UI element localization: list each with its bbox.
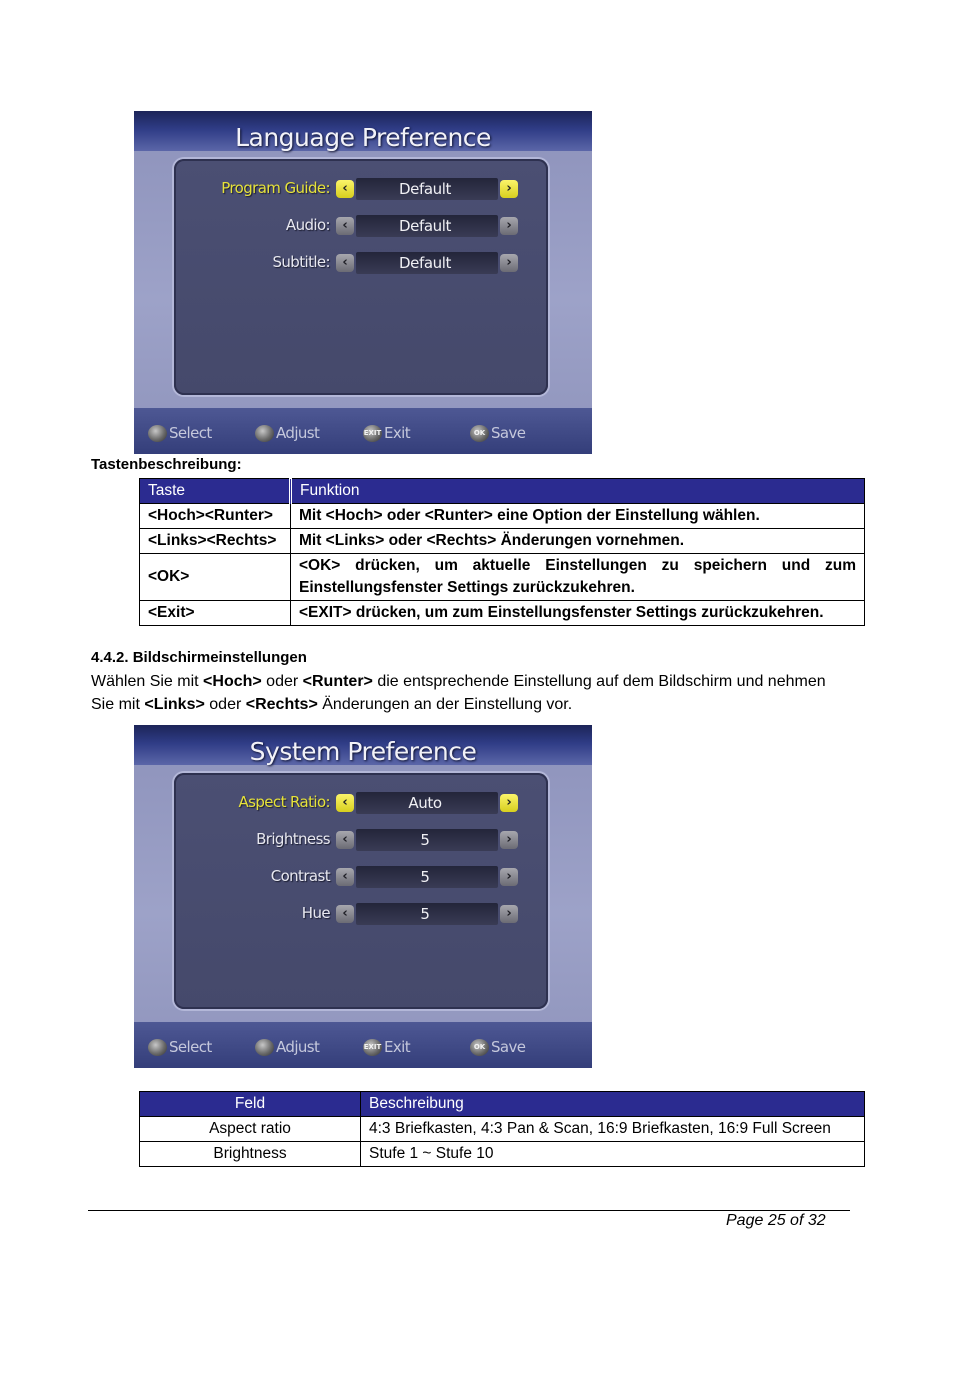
osd-row-value: Default bbox=[398, 217, 451, 235]
exit-button-icon: EXIT bbox=[363, 1039, 382, 1056]
table-row bbox=[140, 1142, 865, 1167]
table-cell: <EXIT> drücken, um zum Einstellungsfenster Settings zurückzukehren. bbox=[291, 601, 865, 626]
table-header-row bbox=[140, 479, 865, 504]
osd-row-hue bbox=[134, 902, 592, 926]
table-cell: 4:3 Briefkasten, 4:3 Pan & Scan, 16:9 Briefkasten, 16:9 Full Screen bbox=[361, 1117, 865, 1142]
osd-row-label: Program Guide: bbox=[221, 179, 330, 197]
chevron-left-icon: ‹ bbox=[336, 794, 354, 812]
osd-row-subtitle bbox=[134, 251, 592, 275]
osd-row-brightness bbox=[134, 828, 592, 852]
osd-row-label: Subtitle: bbox=[272, 253, 330, 271]
osd-row-label: Brightness bbox=[256, 830, 330, 848]
para-text: die entsprechende Einstellung auf dem Bildschirm und nehmen Sie mit bbox=[91, 673, 826, 713]
chevron-right-icon: › bbox=[500, 905, 518, 923]
section-paragraph bbox=[91, 670, 851, 716]
key-description-heading: Tastenbeschreibung: bbox=[91, 456, 242, 473]
table-row bbox=[140, 504, 865, 529]
para-text: Änderungen an der Einstellung vor. bbox=[317, 696, 573, 713]
chevron-right-icon: › bbox=[500, 254, 518, 272]
osd-title: System Preference bbox=[249, 737, 477, 766]
table-cell: <Exit> bbox=[140, 601, 291, 626]
chevron-right-icon: › bbox=[500, 868, 518, 886]
table-header-cell: Funktion bbox=[291, 479, 865, 504]
chevron-left-icon: ‹ bbox=[336, 868, 354, 886]
table-header-cell: Taste bbox=[140, 479, 291, 504]
table-header-row bbox=[140, 1092, 865, 1117]
chevron-left-icon: ‹ bbox=[336, 831, 354, 849]
osd-title: Language Preference bbox=[235, 123, 491, 152]
osd-key-label: Adjust bbox=[276, 424, 320, 442]
para-text: oder bbox=[261, 673, 303, 690]
chevron-right-icon: › bbox=[500, 831, 518, 849]
para-key: <Runter> bbox=[302, 673, 373, 690]
table-cell: Aspect ratio bbox=[140, 1117, 361, 1142]
chevron-left-icon: ‹ bbox=[336, 254, 354, 272]
table-row bbox=[140, 1117, 865, 1142]
osd-row-value: 5 bbox=[420, 905, 430, 923]
osd-row-value: Default bbox=[398, 180, 451, 198]
section-heading: 4.4.2. Bildschirmeinstellungen bbox=[91, 649, 307, 666]
updown-button-icon bbox=[148, 425, 167, 442]
osd-row-label: Hue bbox=[301, 904, 330, 922]
chevron-left-icon: ‹ bbox=[336, 180, 354, 198]
ok-button-icon: OK bbox=[470, 425, 489, 442]
ok-button-icon: OK bbox=[470, 1039, 489, 1056]
osd-row-program-guide bbox=[134, 177, 592, 201]
updown-button-icon bbox=[148, 1039, 167, 1056]
table-header-cell: Beschreibung bbox=[361, 1092, 865, 1117]
osd-key-label: Select bbox=[169, 424, 212, 442]
table-header-cell: Feld bbox=[140, 1092, 361, 1117]
table-cell: <Links><Rechts> bbox=[140, 529, 291, 554]
para-key: <Links> bbox=[144, 696, 205, 713]
osd-footer bbox=[134, 408, 592, 454]
table-cell: Brightness bbox=[140, 1142, 361, 1167]
chevron-left-icon: ‹ bbox=[336, 905, 354, 923]
chevron-right-icon: › bbox=[500, 217, 518, 235]
footer-divider bbox=[88, 1210, 850, 1211]
key-table bbox=[139, 478, 865, 626]
system-preference-screenshot bbox=[134, 725, 592, 1068]
osd-row-value: 5 bbox=[420, 831, 430, 849]
leftright-button-icon bbox=[255, 425, 274, 442]
table-cell: <OK> bbox=[140, 554, 291, 601]
osd-row-value: Default bbox=[398, 254, 451, 272]
leftright-button-icon bbox=[255, 1039, 274, 1056]
osd-row-label: Aspect Ratio: bbox=[238, 793, 330, 811]
osd-row-label: Contrast bbox=[270, 867, 330, 885]
osd-row-audio bbox=[134, 214, 592, 238]
table-row bbox=[140, 554, 865, 601]
para-text: oder bbox=[204, 696, 246, 713]
para-key: <Rechts> bbox=[245, 696, 318, 713]
osd-footer bbox=[134, 1022, 592, 1068]
table-row bbox=[140, 529, 865, 554]
osd-key-label: Save bbox=[491, 424, 526, 442]
chevron-right-icon: › bbox=[500, 180, 518, 198]
osd-key-label: Exit bbox=[384, 1038, 411, 1056]
table-cell: <Hoch><Runter> bbox=[140, 504, 291, 529]
osd-key-label: Select bbox=[169, 1038, 212, 1056]
exit-button-icon: EXIT bbox=[363, 425, 382, 442]
table-row bbox=[140, 601, 865, 626]
para-text: Wählen Sie mit bbox=[91, 673, 204, 690]
page-number: Page 25 of 32 bbox=[726, 1212, 826, 1229]
para-key: <Hoch> bbox=[203, 673, 262, 690]
table-cell: Stufe 1 ~ Stufe 10 bbox=[361, 1142, 865, 1167]
chevron-right-icon: › bbox=[500, 794, 518, 812]
osd-key-label: Exit bbox=[384, 424, 411, 442]
osd-row-value: Auto bbox=[408, 794, 442, 812]
field-table bbox=[139, 1091, 865, 1167]
osd-row-aspect-ratio bbox=[134, 791, 592, 815]
osd-key-label: Adjust bbox=[276, 1038, 320, 1056]
osd-row-value: 5 bbox=[420, 868, 430, 886]
osd-row-contrast bbox=[134, 865, 592, 889]
table-cell: Mit <Hoch> oder <Runter> eine Option der Einstellung wählen. bbox=[291, 504, 865, 529]
table-cell: Mit <Links> oder <Rechts> Änderungen vornehmen. bbox=[291, 529, 865, 554]
table-cell: <OK> drücken, um aktuelle Einstellungen zu speichern und zum Einstellungsfenster Settings zurückzukehren. bbox=[291, 554, 865, 601]
osd-row-label: Audio: bbox=[285, 216, 330, 234]
language-preference-screenshot bbox=[134, 111, 592, 454]
chevron-left-icon: ‹ bbox=[336, 217, 354, 235]
osd-key-label: Save bbox=[491, 1038, 526, 1056]
